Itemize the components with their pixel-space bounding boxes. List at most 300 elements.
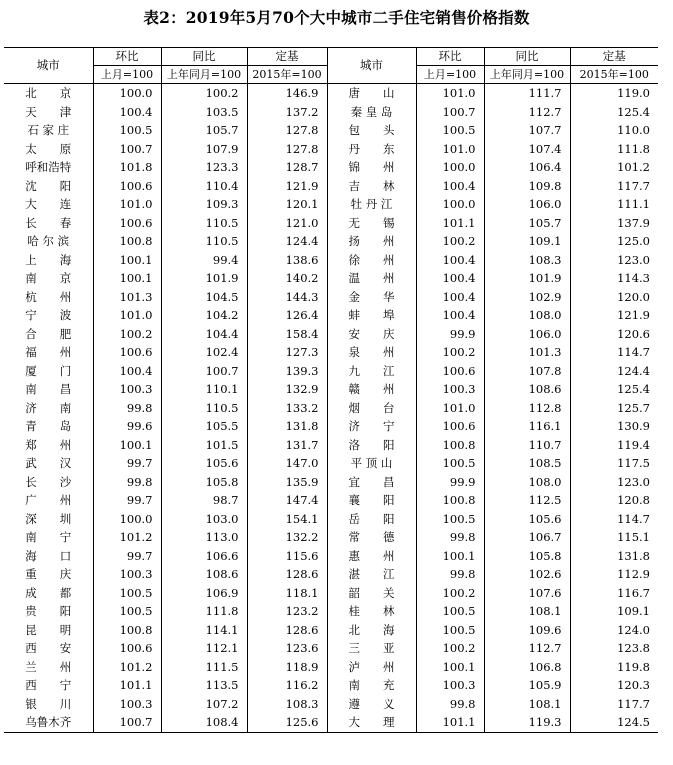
table-row — [4, 417, 658, 436]
yoy-value: 107.2 — [161, 695, 247, 714]
mom-value: 100.8 — [93, 232, 161, 251]
yoy-value: 106.6 — [161, 547, 247, 566]
table-row — [4, 177, 658, 196]
base-value: 115.1 — [570, 528, 658, 547]
yoy-value: 109.1 — [484, 232, 570, 251]
yoy-value: 108.1 — [484, 695, 570, 714]
city-name: 泉 州 — [327, 343, 416, 362]
city-name: 南 昌 — [25, 382, 72, 396]
base-value: 154.1 — [247, 510, 327, 529]
yoy-value: 108.6 — [484, 380, 570, 399]
base-value: 137.2 — [247, 103, 327, 122]
table-row — [4, 713, 658, 732]
mom-value: 100.6 — [93, 343, 161, 362]
base-value: 138.6 — [247, 251, 327, 270]
table-row — [4, 325, 658, 344]
base-value: 123.0 — [570, 473, 658, 492]
yoy-value: 106.0 — [484, 195, 570, 214]
city-name: 西 宁 — [25, 678, 72, 692]
city-name: 济 南 — [25, 400, 72, 415]
base-value: 114.7 — [570, 343, 658, 362]
yoy-value: 105.5 — [161, 417, 247, 436]
city-name: 九 江 — [327, 362, 416, 381]
base-value: 146.9 — [247, 84, 327, 103]
base-value: 108.3 — [247, 695, 327, 714]
base-value: 140.2 — [247, 269, 327, 288]
yoy-value: 101.9 — [161, 269, 247, 288]
mom-value: 100.2 — [416, 232, 484, 251]
mom-value: 100.0 — [416, 195, 484, 214]
mom-value: 100.4 — [416, 251, 484, 270]
yoy-value: 103.5 — [161, 103, 247, 122]
yoy-value: 107.9 — [161, 140, 247, 159]
yoy-value: 114.1 — [161, 621, 247, 640]
column-header-base-right: 定基 — [570, 48, 658, 66]
city-name: 北 海 — [327, 621, 416, 640]
base-value: 111.8 — [570, 140, 658, 159]
base-value: 133.2 — [247, 399, 327, 418]
base-value: 158.4 — [247, 325, 327, 344]
yoy-value: 106.0 — [484, 325, 570, 344]
mom-value: 101.3 — [93, 288, 161, 307]
base-value: 132.9 — [247, 380, 327, 399]
city-name: 昆 明 — [25, 622, 72, 637]
column-header-yoy: 同比 — [161, 48, 247, 66]
city-name: 长 春 — [25, 215, 72, 230]
base-value: 115.6 — [247, 547, 327, 566]
yoy-value: 106.4 — [484, 158, 570, 177]
base-value: 117.7 — [570, 695, 658, 714]
table-row — [4, 232, 658, 251]
yoy-value: 102.4 — [161, 343, 247, 362]
base-value: 127.3 — [247, 343, 327, 362]
city-name: 上 海 — [25, 252, 72, 267]
base-value: 125.4 — [570, 103, 658, 122]
base-value: 111.1 — [570, 195, 658, 214]
base-value: 125.7 — [570, 399, 658, 418]
city-name: 太 原 — [25, 141, 72, 156]
base-value: 139.3 — [247, 362, 327, 381]
mom-value: 100.8 — [416, 436, 484, 455]
table-row — [4, 565, 658, 584]
city-name: 金 华 — [327, 288, 416, 307]
mom-value: 100.5 — [416, 621, 484, 640]
mom-value: 99.9 — [416, 325, 484, 344]
yoy-value: 107.4 — [484, 140, 570, 159]
yoy-value: 104.2 — [161, 306, 247, 325]
mom-value: 99.7 — [93, 454, 161, 473]
city-name: 青 岛 — [25, 419, 72, 433]
mom-value: 99.7 — [93, 547, 161, 566]
city-name: 洛 阳 — [327, 436, 416, 455]
base-value: 123.0 — [570, 251, 658, 270]
mom-value: 100.2 — [416, 584, 484, 603]
city-name: 锦 州 — [327, 158, 416, 177]
base-value: 110.0 — [570, 121, 658, 140]
yoy-value: 105.7 — [484, 214, 570, 233]
mom-value: 100.5 — [416, 454, 484, 473]
yoy-value: 110.1 — [161, 380, 247, 399]
base-value: 118.1 — [247, 584, 327, 603]
yoy-value: 105.9 — [484, 676, 570, 695]
city-name: 郑 州 — [25, 437, 72, 452]
yoy-value: 103.0 — [161, 510, 247, 529]
mom-value: 101.1 — [93, 676, 161, 695]
column-header-city-right: 城市 — [327, 48, 416, 84]
yoy-value: 112.7 — [484, 639, 570, 658]
city-name: 惠 州 — [327, 547, 416, 566]
yoy-value: 113.5 — [161, 676, 247, 695]
mom-value: 100.1 — [93, 251, 161, 270]
base-value: 128.6 — [247, 621, 327, 640]
mom-value: 100.4 — [416, 177, 484, 196]
city-name: 三 亚 — [327, 639, 416, 658]
mom-value: 99.8 — [416, 695, 484, 714]
table-row — [4, 695, 658, 714]
subheader-yoy-right: 上年同月=100 — [484, 66, 570, 84]
table-row — [4, 214, 658, 233]
base-value: 124.4 — [570, 362, 658, 381]
base-value: 120.1 — [247, 195, 327, 214]
table-row — [4, 399, 658, 418]
table-row — [4, 621, 658, 640]
base-value: 114.3 — [570, 269, 658, 288]
yoy-value: 123.3 — [161, 158, 247, 177]
table-row — [4, 547, 658, 566]
city-name: 银 川 — [25, 696, 72, 711]
city-name: 大 理 — [327, 713, 416, 732]
base-value: 131.7 — [247, 436, 327, 455]
base-value: 137.9 — [570, 214, 658, 233]
mom-value: 100.8 — [93, 621, 161, 640]
base-value: 123.2 — [247, 602, 327, 621]
mom-value: 100.7 — [416, 103, 484, 122]
yoy-value: 106.7 — [484, 528, 570, 547]
table-row — [4, 158, 658, 177]
city-name: 桂 林 — [327, 602, 416, 621]
mom-value: 100.3 — [93, 695, 161, 714]
city-name: 长 沙 — [25, 474, 72, 489]
base-value: 128.7 — [247, 158, 327, 177]
yoy-value: 104.4 — [161, 325, 247, 344]
subheader-mom: 上月=100 — [93, 66, 161, 84]
base-value: 123.6 — [247, 639, 327, 658]
base-value: 124.0 — [570, 621, 658, 640]
base-value: 119.0 — [570, 84, 658, 103]
base-value: 144.3 — [247, 288, 327, 307]
base-value: 116.7 — [570, 584, 658, 603]
table-row — [4, 84, 658, 103]
city-name: 成 都 — [25, 585, 72, 600]
base-value: 117.5 — [570, 454, 658, 473]
base-value: 101.2 — [570, 158, 658, 177]
mom-value: 100.2 — [416, 639, 484, 658]
yoy-value: 110.7 — [484, 436, 570, 455]
city-name: 无 锡 — [327, 214, 416, 233]
yoy-value: 109.6 — [484, 621, 570, 640]
table-row — [4, 602, 658, 621]
table-row — [4, 195, 658, 214]
city-name: 宁 波 — [25, 308, 72, 322]
city-name: 湛 江 — [327, 565, 416, 584]
table-row — [4, 658, 658, 677]
table-row — [4, 269, 658, 288]
city-name: 济 宁 — [327, 417, 416, 436]
subheader-base: 2015年=100 — [247, 66, 327, 84]
table-row — [4, 103, 658, 122]
yoy-value: 108.4 — [161, 713, 247, 732]
mom-value: 100.1 — [93, 436, 161, 455]
yoy-value: 108.1 — [484, 602, 570, 621]
city-name: 赣 州 — [327, 380, 416, 399]
subheader-base-right: 2015年=100 — [570, 66, 658, 84]
mom-value: 100.6 — [416, 417, 484, 436]
subheader-yoy: 上年同月=100 — [161, 66, 247, 84]
mom-value: 100.6 — [93, 639, 161, 658]
mom-value: 100.1 — [416, 658, 484, 677]
city-name: 遵 义 — [327, 695, 416, 714]
mom-value: 99.9 — [416, 473, 484, 492]
base-value: 124.4 — [247, 232, 327, 251]
city-name: 西 安 — [25, 641, 72, 655]
mom-value: 100.4 — [416, 288, 484, 307]
city-name: 呼和浩特 — [25, 160, 72, 174]
city-name: 丹 东 — [327, 140, 416, 159]
mom-value: 101.0 — [416, 399, 484, 418]
yoy-value: 111.8 — [161, 602, 247, 621]
column-header-yoy-right: 同比 — [484, 48, 570, 66]
city-name: 合 肥 — [25, 326, 72, 341]
city-name: 石 家 庄 — [27, 123, 70, 137]
mom-value: 100.3 — [416, 676, 484, 695]
base-value: 128.6 — [247, 565, 327, 584]
table-row — [4, 140, 658, 159]
mom-value: 100.5 — [93, 584, 161, 603]
mom-value: 101.2 — [93, 528, 161, 547]
yoy-value: 105.6 — [161, 454, 247, 473]
table-title: 表2：2019年5月70个大中城市二手住宅销售价格指数 — [143, 8, 530, 27]
mom-value: 100.2 — [416, 343, 484, 362]
mom-value: 100.5 — [93, 602, 161, 621]
base-value: 130.9 — [570, 417, 658, 436]
yoy-value: 106.9 — [161, 584, 247, 603]
mom-value: 99.8 — [93, 399, 161, 418]
yoy-value: 110.4 — [161, 177, 247, 196]
base-value: 120.6 — [570, 325, 658, 344]
city-name: 包 头 — [327, 121, 416, 140]
mom-value: 101.1 — [416, 713, 484, 732]
yoy-value: 108.3 — [484, 251, 570, 270]
base-value: 119.4 — [570, 436, 658, 455]
yoy-value: 107.8 — [484, 362, 570, 381]
mom-value: 100.8 — [416, 491, 484, 510]
yoy-value: 110.5 — [161, 214, 247, 233]
base-value: 120.0 — [570, 288, 658, 307]
mom-value: 99.8 — [93, 473, 161, 492]
yoy-value: 105.8 — [484, 547, 570, 566]
mom-value: 100.4 — [93, 362, 161, 381]
mom-value: 100.5 — [416, 121, 484, 140]
mom-value: 101.2 — [93, 658, 161, 677]
base-value: 117.7 — [570, 177, 658, 196]
city-name: 宜 昌 — [327, 473, 416, 492]
city-name: 襄 阳 — [327, 491, 416, 510]
base-value: 116.2 — [247, 676, 327, 695]
mom-value: 101.0 — [416, 84, 484, 103]
city-name: 蚌 埠 — [327, 306, 416, 325]
city-name: 扬 州 — [327, 232, 416, 251]
base-value: 132.2 — [247, 528, 327, 547]
base-value: 119.8 — [570, 658, 658, 677]
mom-value: 100.1 — [416, 547, 484, 566]
table-row — [4, 121, 658, 140]
city-name: 安 庆 — [327, 325, 416, 344]
yoy-value: 112.8 — [484, 399, 570, 418]
mom-value: 100.5 — [93, 121, 161, 140]
table-body — [4, 84, 658, 733]
city-name: 杭 州 — [25, 289, 72, 304]
city-name: 哈 尔 滨 — [27, 234, 70, 248]
yoy-value: 106.8 — [484, 658, 570, 677]
mom-value: 99.8 — [416, 565, 484, 584]
city-name: 福 州 — [25, 345, 72, 359]
city-name: 重 庆 — [25, 567, 72, 581]
price-index-table — [4, 47, 658, 733]
mom-value: 100.7 — [93, 713, 161, 732]
base-value: 121.0 — [247, 214, 327, 233]
yoy-value: 112.7 — [484, 103, 570, 122]
mom-value: 100.4 — [416, 306, 484, 325]
table-row — [4, 251, 658, 270]
yoy-value: 101.5 — [161, 436, 247, 455]
mom-value: 100.5 — [416, 602, 484, 621]
column-header-city: 城市 — [4, 48, 93, 84]
city-name: 烟 台 — [327, 399, 416, 418]
mom-value: 101.0 — [93, 195, 161, 214]
yoy-value: 105.7 — [161, 121, 247, 140]
mom-value: 100.7 — [93, 140, 161, 159]
city-name: 兰 州 — [25, 659, 72, 674]
yoy-value: 108.5 — [484, 454, 570, 473]
table-row — [4, 362, 658, 381]
table-row — [4, 473, 658, 492]
city-name: 温 州 — [327, 269, 416, 288]
mom-value: 101.0 — [93, 306, 161, 325]
base-value: 120.3 — [570, 676, 658, 695]
city-name: 南 宁 — [25, 530, 72, 544]
yoy-value: 105.8 — [161, 473, 247, 492]
mom-value: 100.3 — [93, 380, 161, 399]
city-name: 吉 林 — [327, 177, 416, 196]
mom-value: 100.4 — [416, 269, 484, 288]
mom-value: 100.6 — [416, 362, 484, 381]
base-value: 121.9 — [570, 306, 658, 325]
column-header-base: 定基 — [247, 48, 327, 66]
yoy-value: 100.2 — [161, 84, 247, 103]
table-row — [4, 380, 658, 399]
table-row — [4, 491, 658, 510]
yoy-value: 112.5 — [484, 491, 570, 510]
yoy-value: 108.6 — [161, 565, 247, 584]
city-name: 贵 阳 — [25, 604, 72, 618]
mom-value: 99.6 — [93, 417, 161, 436]
base-value: 131.8 — [570, 547, 658, 566]
yoy-value: 100.7 — [161, 362, 247, 381]
mom-value: 99.7 — [93, 491, 161, 510]
base-value: 112.9 — [570, 565, 658, 584]
yoy-value: 105.6 — [484, 510, 570, 529]
column-header-mom-right: 环比 — [416, 48, 484, 66]
base-value: 124.5 — [570, 713, 658, 732]
table-row — [4, 454, 658, 473]
yoy-value: 108.0 — [484, 306, 570, 325]
city-name: 乌鲁木齐 — [4, 713, 93, 732]
base-value: 118.9 — [247, 658, 327, 677]
yoy-value: 101.9 — [484, 269, 570, 288]
base-value: 125.6 — [247, 713, 327, 732]
base-value: 127.8 — [247, 140, 327, 159]
mom-value: 101.0 — [416, 140, 484, 159]
city-name: 岳 阳 — [327, 510, 416, 529]
city-name: 秦 皇 岛 — [327, 103, 416, 122]
yoy-value: 112.1 — [161, 639, 247, 658]
mom-value: 100.5 — [416, 510, 484, 529]
mom-value: 100.0 — [93, 510, 161, 529]
yoy-value: 109.3 — [161, 195, 247, 214]
mom-value: 100.2 — [93, 325, 161, 344]
table-row — [4, 639, 658, 658]
yoy-value: 113.0 — [161, 528, 247, 547]
base-value: 131.8 — [247, 417, 327, 436]
mom-value: 100.6 — [93, 214, 161, 233]
yoy-value: 98.7 — [161, 491, 247, 510]
base-value: 125.0 — [570, 232, 658, 251]
mom-value: 100.3 — [416, 380, 484, 399]
base-value: 127.8 — [247, 121, 327, 140]
city-name: 深 圳 — [25, 511, 72, 526]
mom-value: 101.1 — [416, 214, 484, 233]
mom-value: 100.3 — [93, 565, 161, 584]
table-row — [4, 288, 658, 307]
yoy-value: 119.3 — [484, 713, 570, 732]
yoy-value: 104.5 — [161, 288, 247, 307]
city-name: 泸 州 — [327, 658, 416, 677]
mom-value: 100.6 — [93, 177, 161, 196]
city-name: 韶 关 — [327, 584, 416, 603]
city-name: 徐 州 — [327, 251, 416, 270]
base-value: 147.0 — [247, 454, 327, 473]
base-value: 125.4 — [570, 380, 658, 399]
mom-value: 100.1 — [93, 269, 161, 288]
yoy-value: 102.6 — [484, 565, 570, 584]
yoy-value: 102.9 — [484, 288, 570, 307]
city-name: 牡 丹 江 — [327, 195, 416, 214]
table-row — [4, 510, 658, 529]
yoy-value: 110.5 — [161, 232, 247, 251]
base-value: 121.9 — [247, 177, 327, 196]
base-value: 120.8 — [570, 491, 658, 510]
base-value: 114.7 — [570, 510, 658, 529]
mom-value: 100.4 — [93, 103, 161, 122]
city-name: 厦 门 — [25, 363, 72, 378]
yoy-value: 107.6 — [484, 584, 570, 603]
mom-value: 100.0 — [93, 84, 161, 103]
base-value: 123.8 — [570, 639, 658, 658]
column-header-mom: 环比 — [93, 48, 161, 66]
base-value: 135.9 — [247, 473, 327, 492]
table-row — [4, 343, 658, 362]
mom-value: 100.0 — [416, 158, 484, 177]
